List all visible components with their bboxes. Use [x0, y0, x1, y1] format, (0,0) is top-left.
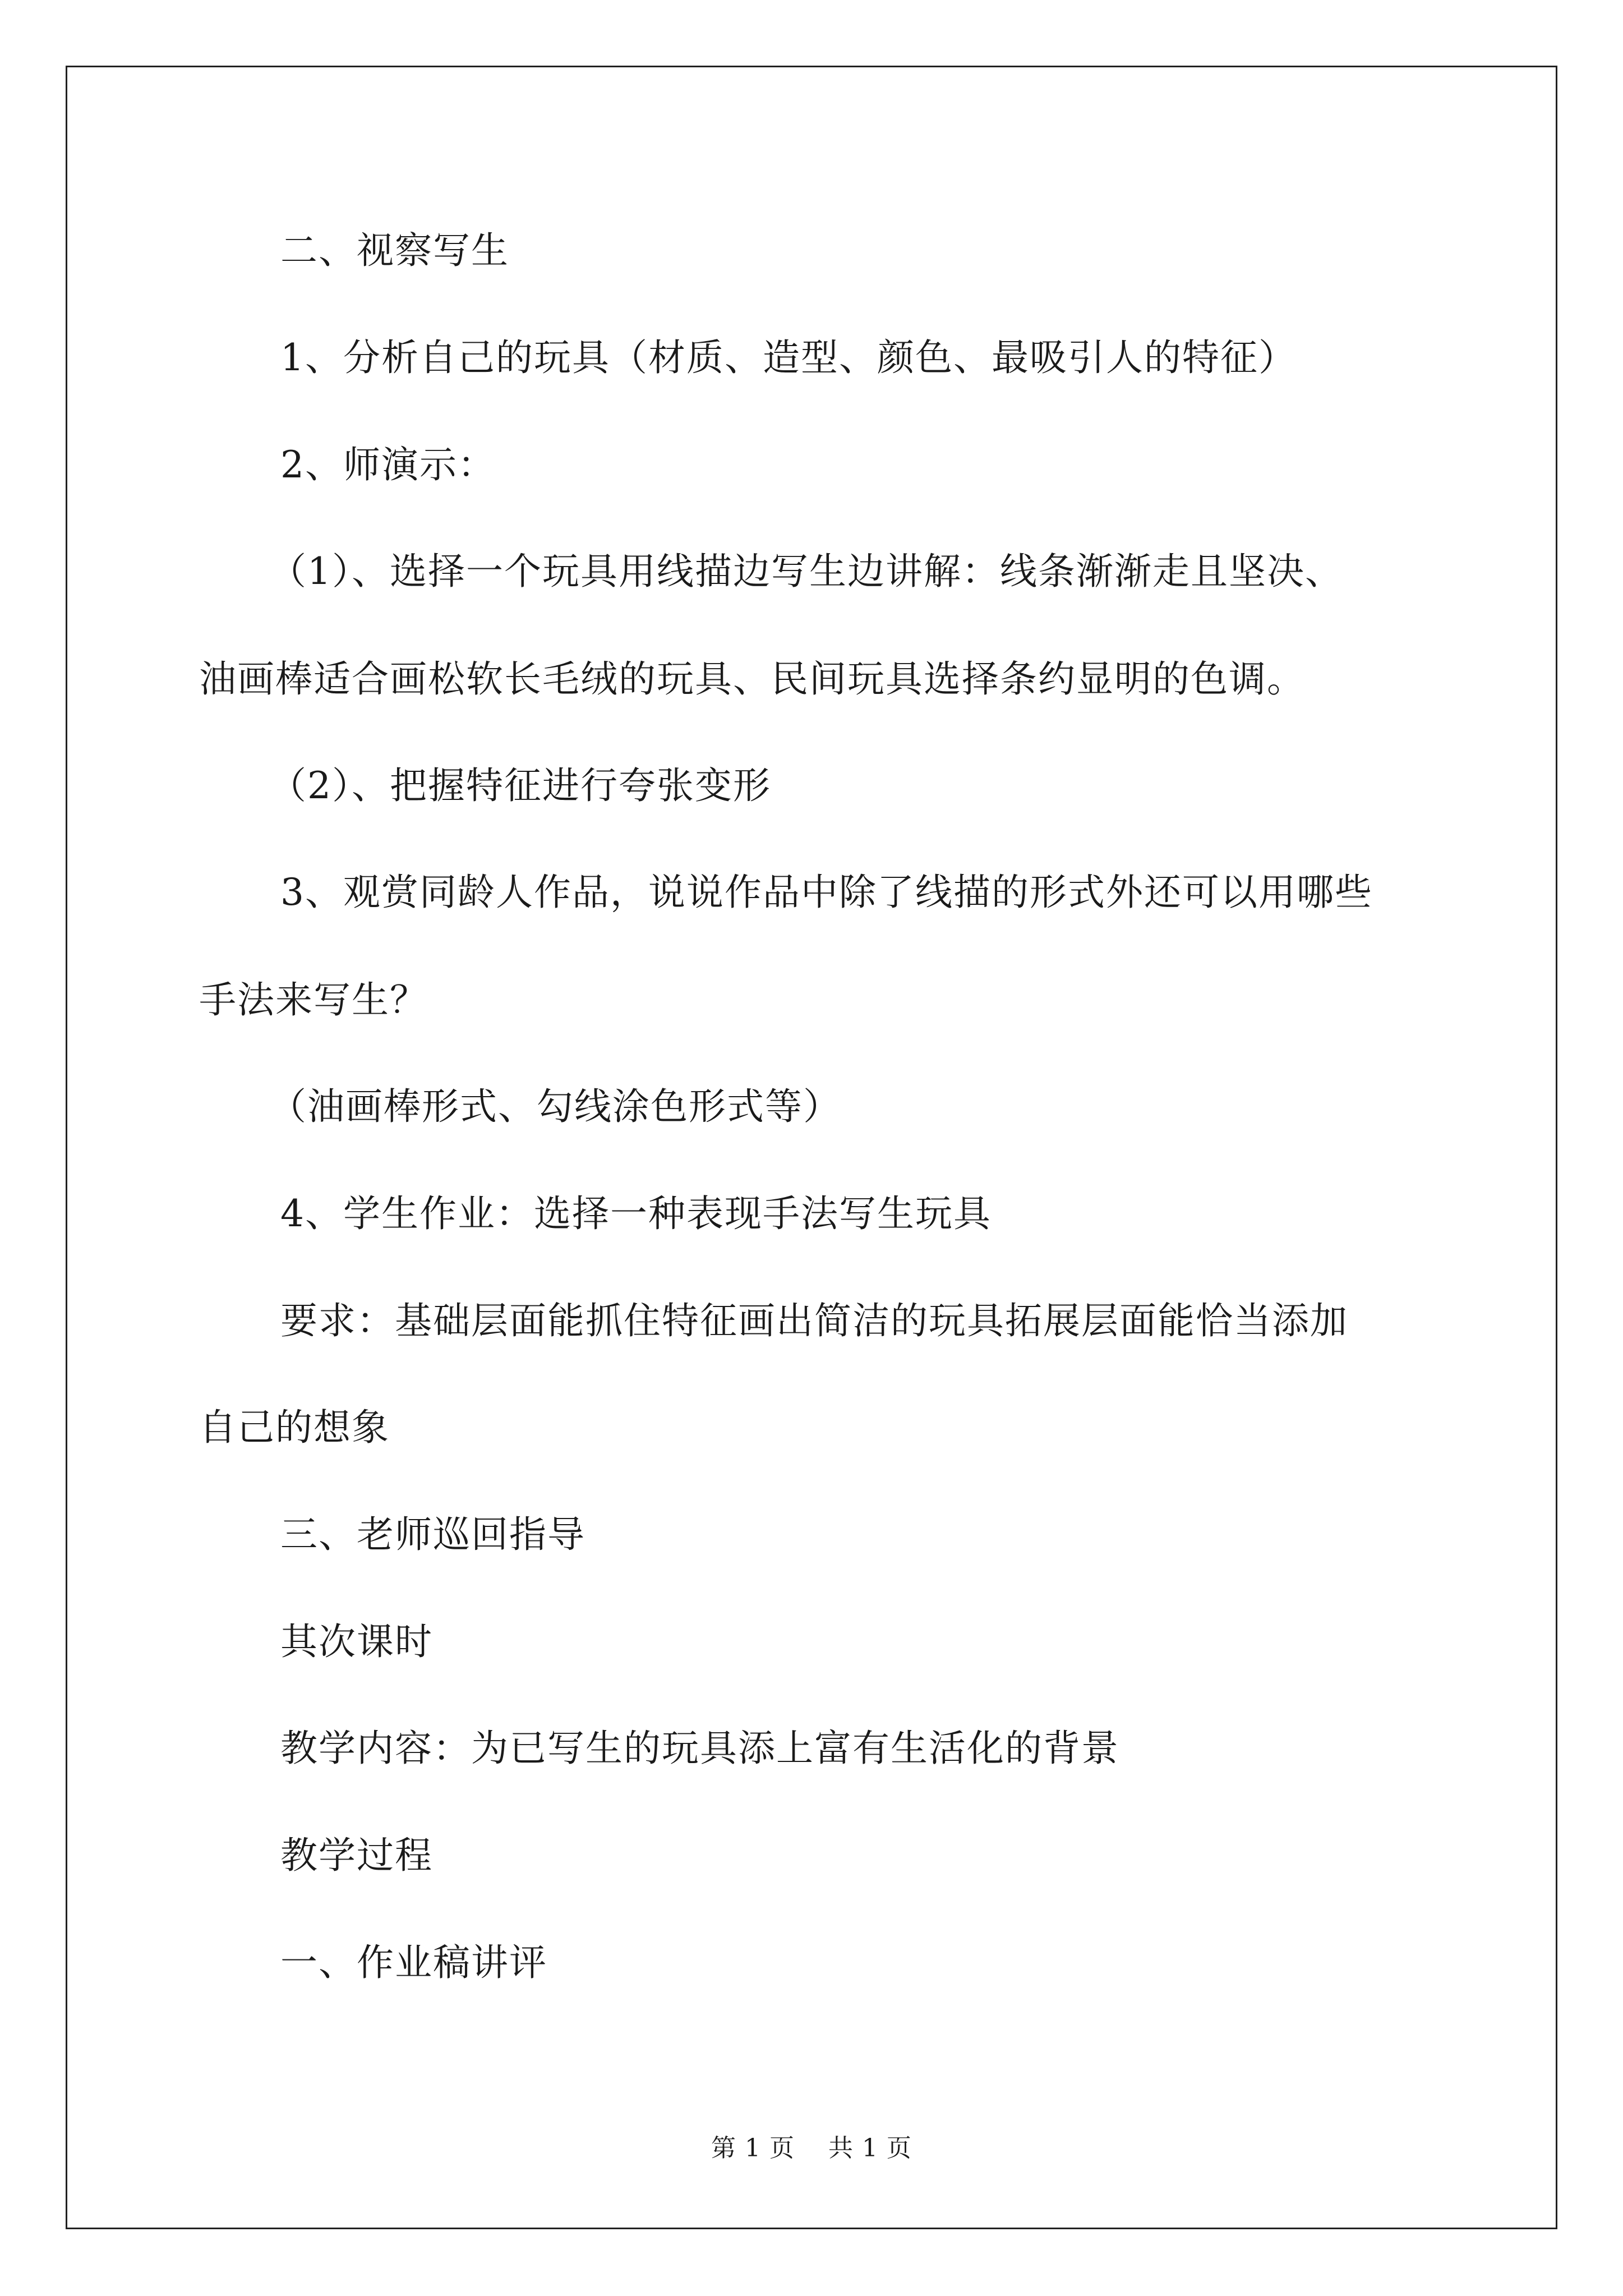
second-lesson-title: 其次课时 [280, 1620, 433, 1663]
step-2-teacher-demo: 2、师演示： [280, 443, 496, 486]
heading-observe-sketch: 二、视察写生 [280, 229, 509, 272]
heading-teacher-guidance: 三、老师巡回指导 [280, 1513, 585, 1556]
requirement-continuation: 自己的想象 [199, 1406, 390, 1449]
substep-1-line: （1）、选择一个玩具用线描边写生边讲解：线条渐渐走且坚决、 [269, 550, 1343, 593]
page-footer [0, 2136, 1623, 2161]
page-border [66, 66, 1557, 2229]
step-4-student-work: 4、学生作业：选择一种表现手法写生玩具 [280, 1192, 992, 1235]
substep-1-continuation: 油画棒适合画松软长毛绒的玩具、民间玩具选择条约显明的色调。 [199, 657, 1305, 701]
teaching-content: 教学内容：为已写生的玩具添上富有生活化的背景 [280, 1727, 1119, 1770]
page-total: 共 1 页 [828, 2134, 912, 2162]
step-1-analyze-toy: 1、分析自己的玩具（材质、造型、颜色、最吸引人的特征） [280, 336, 1297, 379]
heading-draft-review: 一、作业稿讲评 [280, 1941, 547, 1984]
requirement-line: 要求：基础层面能抓住特征画出简洁的玩具拓展层面能恰当添加 [280, 1299, 1348, 1342]
page-number: 第 1 页 [711, 2134, 795, 2162]
step-3-appreciate: 3、观赏同龄人作品，说说作品中除了线描的形式外还可以用哪些 [280, 871, 1373, 914]
step-3-answer: （油画棒形式、勾线涂色形式等） [269, 1085, 841, 1128]
step-3-continuation: 手法来写生？ [199, 978, 428, 1022]
teaching-process-title: 教学过程 [280, 1834, 433, 1877]
substep-2-line: （2）、把握特征进行夸张变形 [269, 764, 771, 807]
